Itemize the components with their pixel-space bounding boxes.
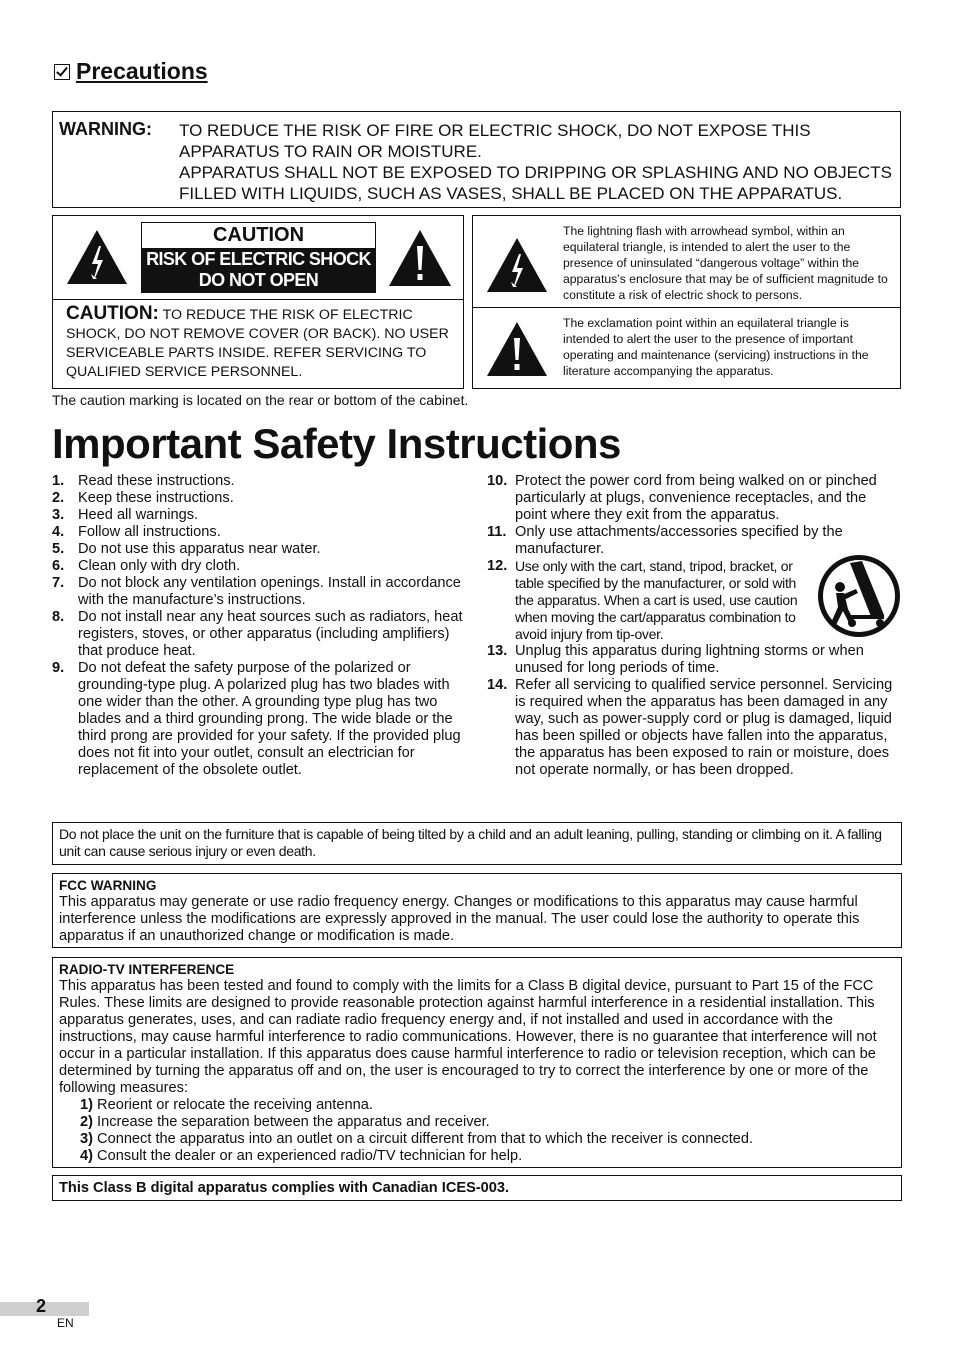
item-number: 8. [52,609,65,625]
caution-text [66,304,456,382]
item-text: Connect the apparatus into an outlet on a circuit different from that to which the receiver is connected. [97,1131,754,1147]
item-text: Follow all instructions. [78,524,221,540]
checkbox-icon [54,64,70,80]
item-number: 7. [52,575,65,591]
item-number: 9. [52,660,65,676]
fcc-heading: FCC WARNING [59,878,157,893]
exclamation-description: The exclamation point within an equilateral triangle is intended to alert the user to the presence of important operating and maintenance (servicing) instructions in the literature accompanying the apparatus. [563,316,869,378]
item-number: 3. [52,507,65,523]
fcc-warning-box [52,873,902,948]
list-item [52,490,464,507]
list-item [52,558,464,575]
symbols-box [472,215,901,389]
list-item [52,524,464,541]
item-number: 1. [52,473,65,489]
divider [53,299,463,300]
caution-banner-risk [142,248,375,292]
section-title: Precautions [76,58,208,84]
item-text: Refer all servicing to qualified service personnel. Servicing is required when the apparatus has been damaged in any way, such as power-supply cord or plug is damaged, liquid has been spilled or objects have fallen into the apparatus, the apparatus has been exposed to rain or moisture, does not operate normally, or has been dropped. [515,677,893,778]
item-number: 1) [80,1097,93,1113]
list-item [52,541,464,558]
list-item [52,660,464,779]
caution-location-note: The caution marking is located on the rear or bottom of the cabinet. [52,392,469,408]
language-code: EN [57,1316,74,1330]
lightning-warning-icon [65,228,129,286]
warning-label: WARNING: [59,119,152,139]
item-number: 3) [80,1131,93,1147]
item-text: Use only with the cart, stand, tripod, bracket, or table specified by the manufacturer, or sold with the apparatus. When a cart is used, use caution when moving the cart/apparatus combination to avoid injury from tip-over. [515,558,798,642]
caution-body: TO REDUCE THE RISK OF ELECTRIC SHOCK, DO NOT REMOVE COVER (OR BACK). NO USER SERVICEABLE PARTS INSIDE. REFER SERVICING TO QUALIFIED SERVICE PERSONNEL. [66,307,449,380]
item-text: Only use attachments/accessories specified by the manufacturer. [515,524,843,557]
list-item [52,507,464,524]
item-number: 6. [52,558,65,574]
list-item [52,473,464,490]
item-text: Do not use this apparatus near water. [78,541,321,557]
item-text: Do not defeat the safety purpose of the polarized or grounding-type plug. A polarized plug has two blades with one wider than the other. A grounding type plug has two blades and a third grounding prong. The wide blade or the third prong are provided for your safety. If the provided plug does not fit into your outlet, consult an electrician for replacement of the obsolete outlet. [78,660,461,778]
divider [473,307,900,308]
radio-tv-text: This apparatus has been tested and found to comply with the limits for a Class B digital device, pursuant to Part 15 of the FCC Rules. These limits are designed to provide reasonable protection against harmful interference in a residential installation. This apparatus generates, uses, and can radiate radio frequency energy and, if not installed and used in accordance with the instructions, may cause harmful interference to radio communications. However, there is no guarantee that interference will not occur in a particular installation. If this apparatus does cause harmful interference to radio or television reception, which can be determined by turning the apparatus off and on, the user is encouraged to try to correct the interference by one or more of the following measures: [59,978,877,1096]
item-text: Keep these instructions. [78,490,234,506]
exclamation-symbol-icon [485,320,549,378]
page-number: 2 [36,1296,47,1316]
radio-tv-box [52,957,902,1168]
lightning-description: The lightning flash with arrowhead symbol, within an equilateral triangle, is intended to alert the user to the presence of uninsulated “dangerous voltage” within the apparatus’s enclosure that may be of sufficient magnitude to constitute a risk of electric shock to persons. [563,224,888,302]
measures-list [59,1097,895,1165]
radio-tv-heading: RADIO-TV INTERFERENCE [59,962,235,977]
list-item [80,1114,895,1131]
caution-label: CAUTION: [66,303,159,324]
fcc-text: This apparatus may generate or use radio frequency energy. Changes or modifications to this apparatus may cause harmful interference unless the modifications are expressly approved in the manual. The user could lose the authority to operate this apparatus if an unauthorized change or modification is made. [59,894,860,944]
list-item [487,643,901,677]
list-item [487,677,901,779]
caution-banner [141,222,376,293]
item-text: Heed all warnings. [78,507,199,523]
lightning-symbol-icon [485,236,549,294]
caution-banner-title: CAUTION [212,224,305,246]
item-text: Clean only with dry cloth. [78,558,241,574]
ices-compliance-box: This Class B digital apparatus complies with Canadian ICES-003. [52,1175,902,1201]
item-number: 13. [487,643,508,659]
item-number: 12. [487,558,508,574]
item-text: Protect the power cord from being walked on or pinched particularly at plugs, convenience receptacles, and the point where they exit from the apparatus. [515,473,877,523]
item-number: 10. [487,473,508,489]
item-number: 2) [80,1114,93,1130]
item-text: Increase the separation between the apparatus and receiver. [97,1114,490,1130]
instructions-left-column [52,473,464,779]
warning-line-2: APPARATUS SHALL NOT BE EXPOSED TO DRIPPING OR SPLASHING AND NO OBJECTS FILLED WITH LIQUIDS, SUCH AS VASES, SHALL BE PLACED ON THE APPARATUS. [179,163,892,203]
warning-text [179,120,894,204]
cart-tip-over-icon [816,553,902,639]
item-text: Read these instructions. [78,473,235,489]
item-number: 4. [52,524,65,540]
caution-banner-line-2: DO NOT OPEN [198,270,319,290]
item-text: Unplug this apparatus during lightning storms or when unused for long periods of time. [515,643,864,676]
item-number: 2. [52,490,65,506]
item-text: Consult the dealer or an experienced radio/TV technician for help. [97,1148,523,1164]
caution-banner-line-1: RISK OF ELECTRIC SHOCK [146,249,371,269]
section-header [54,58,208,85]
list-item [487,473,901,524]
caution-box [52,215,464,389]
warning-line-1: TO REDUCE THE RISK OF FIRE OR ELECTRIC SHOCK, DO NOT EXPOSE THIS APPARATUS TO RAIN OR MOISTURE. [179,121,811,161]
list-item [52,575,464,609]
list-item [52,609,464,660]
item-number: 5. [52,541,65,557]
item-number: 14. [487,677,508,693]
list-item [80,1131,895,1148]
item-number: 11. [487,524,507,540]
item-text: Do not block any ventilation openings. Install in accordance with the manufacture’s instructions. [78,575,461,608]
tilt-notice-box: Do not place the unit on the furniture that is capable of being tilted by a child and an adult leaning, pulling, standing or climbing on it. A falling unit can cause serious injury or even death. [52,822,902,865]
list-item [80,1097,895,1114]
item-number: 4) [80,1148,93,1164]
list-item [80,1148,895,1165]
safety-instructions-title: Important Safety Instructions [52,420,621,467]
warning-box [52,111,901,208]
exclamation-warning-icon [387,228,453,288]
item-text: Do not install near any heat sources such as radiators, heat registers, stoves, or other apparatus (including amplifiers) that produce heat. [78,609,463,659]
item-text: Reorient or relocate the receiving antenna. [97,1097,373,1113]
